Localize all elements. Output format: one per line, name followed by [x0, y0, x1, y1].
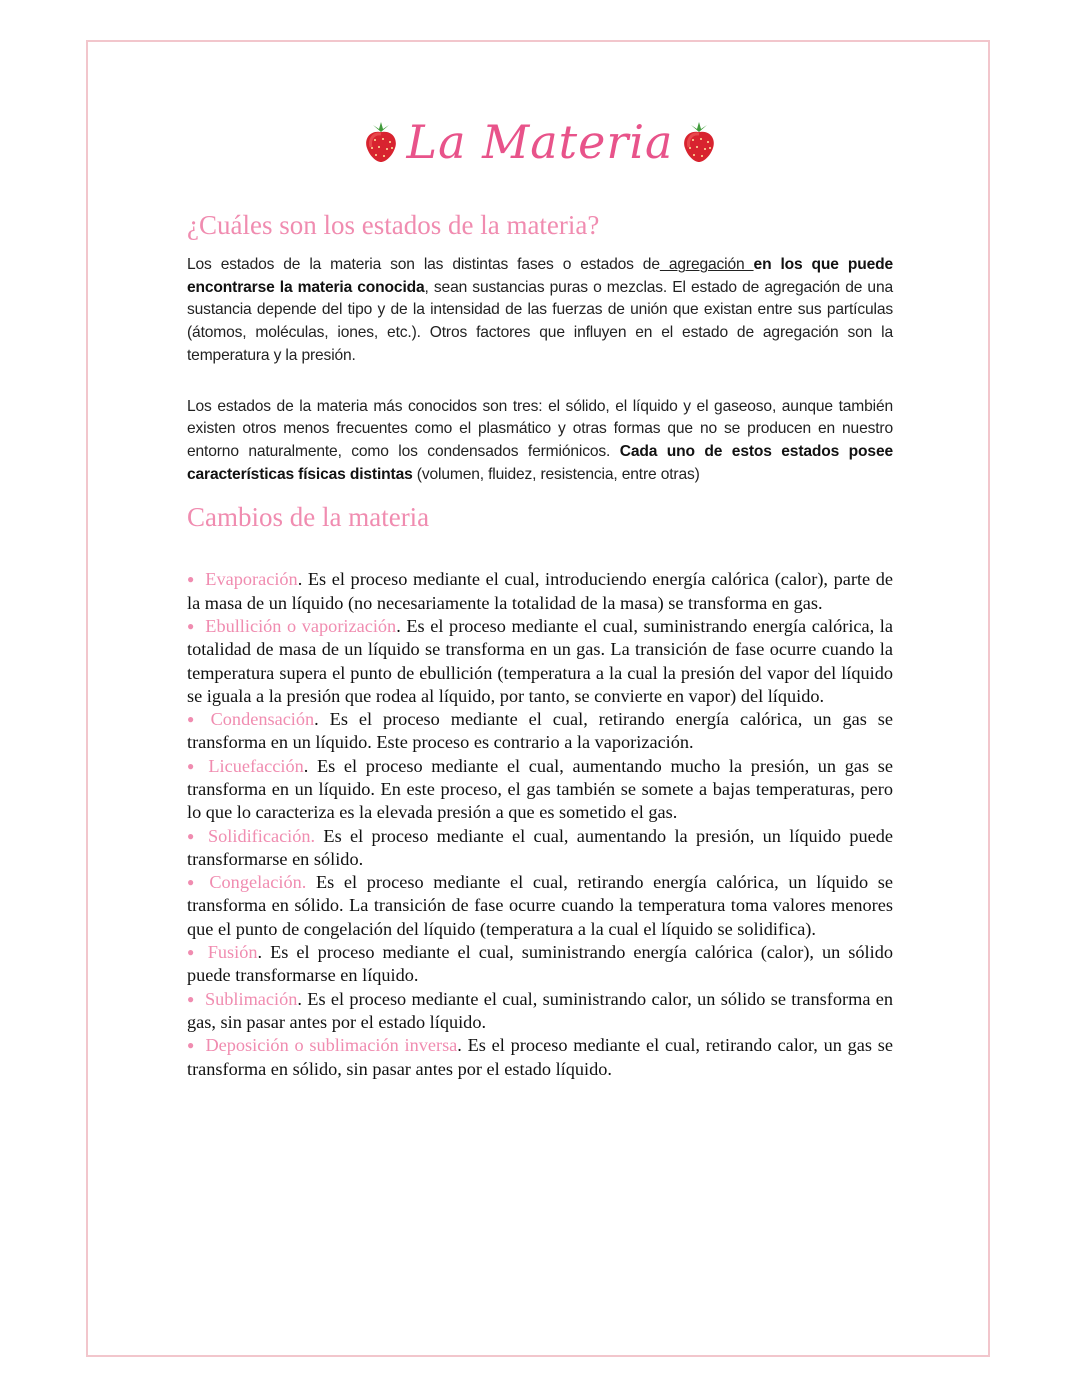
section-heading-changes: Cambios de la materia — [187, 502, 430, 533]
list-item: ● Deposición o sublimación inversa. Es el proceso mediante el cual, retirando calor, un gas se transforma en sólido, sin pasar antes por el estado líquido. — [187, 1035, 894, 1079]
list-item: ● Solidificación. Es el proceso mediante el cual, aumentando la presión, un líquido puede transformarse en sólido. — [187, 825, 893, 869]
list-item: ● Condensación. Es el proceso mediante el cual, retirando energía calórica, un gas se transforma en un líquido. Este proceso es contrario a la vaporización. — [187, 709, 893, 753]
list-item: ● Evaporación. Es el proceso mediante el cual, introduciendo energía calórica (calor), parte de la masa de un líquido (no necesariamente la totalidad de la masa) se transforma en gas. — [187, 569, 894, 613]
paragraph-states-definition: Los estados de la materia son las distintas fases o estados de agregación en los que puede encontrarse la materia conocida, sean sustancias puras o mezclas. El estado de agregación de una sustancia depende del tipo y de la intensidad de las fuerzas de unión que existan entre sus partículas (átomos, moléculas, iones, etc.). Otros factores que influyen en el estado de agregación son la temperatura y la presión. — [187, 256, 893, 364]
strawberry-icon — [361, 120, 401, 164]
changes-list — [187, 568, 893, 1081]
list-item: ● Fusión. Es el proceso mediante el cual, suministrando energía calórica (calor), un sólido puede transformarse en líquido. — [187, 942, 893, 986]
list-item: ● Ebullición o vaporización. Es el proceso mediante el cual, suministrando energía calórica, la totalidad de masa de un líquido se transforma en un gas. La transición de fase ocurre cuando la temperatura supera el punto de ebullición (temperatura a la cual la presión del vapor del líquido se iguala a la presión que rodea al líquido, por tanto, se convierte en vapor) del líquido. — [187, 615, 893, 706]
paragraph-states-known: Los estados de la materia más conocidos son tres: el sólido, el líquido y el gaseoso, aunque también existen otros menos frecuentes como el plasmático y otras formas que no se producen en nuestro entorno naturalmente, como los condensados fermiónicos. Cada uno de estos estados posee características físicas distintas (volumen, fluidez, resistencia, entre otras) — [187, 397, 893, 483]
title-banner — [0, 112, 1080, 182]
section-heading-states: ¿Cuáles son los estados de la materia? — [187, 210, 600, 240]
list-item: ● Sublimación. Es el proceso mediante el cual, suministrando calor, un sólido se transforma en gas, sin pasar antes por el estado líquido. — [187, 988, 893, 1032]
list-item: ● Licuefacción. Es el proceso mediante el cual, aumentando mucho la presión, un gas se transforma en un líquido. En este proceso, el gas también se somete a bajas temperaturas, pero lo que lo caracteriza es la elevada presión a que es sometido el gas. — [187, 755, 893, 823]
list-item: ● Congelación. Es el proceso mediante el cual, retirando energía calórica, un líquido se transforma en sólido. La transición de fase ocurre cuando la temperatura toma valores menores que el punto de congelación del líquido (temperatura a la cual el líquido se solidifica). — [187, 872, 893, 939]
page-title: La Materia — [406, 115, 674, 169]
document-body — [187, 208, 893, 1081]
strawberry-icon — [679, 120, 719, 164]
